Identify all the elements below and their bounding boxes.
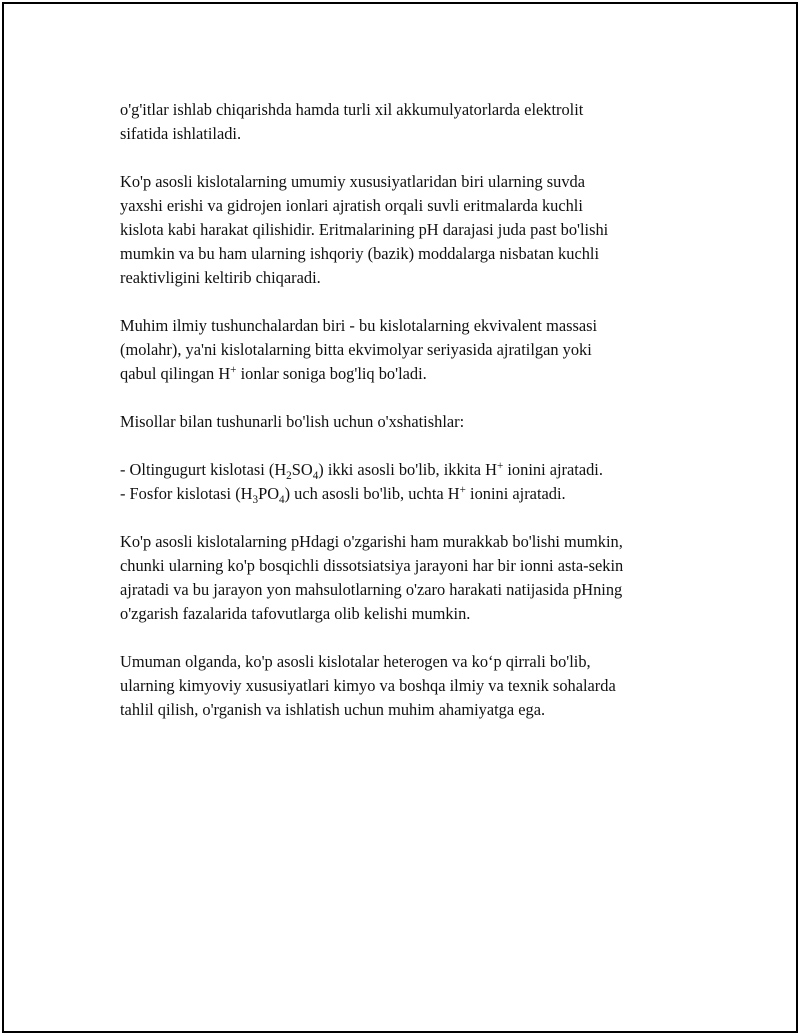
- subscript: 4: [312, 469, 319, 482]
- superscript: +: [459, 483, 466, 496]
- page-frame: [2, 2, 798, 1033]
- text-line: (molahr), ya'ni kislotalarning bitta ekvimolyar seriyasida ajratilgan yoki: [120, 340, 592, 359]
- paragraph-analogy-intro: [120, 410, 700, 434]
- subscript: 3: [252, 493, 259, 506]
- text-line: [120, 362, 700, 386]
- text-line: o'g'itlar ishlab chiqarishda hamda turli xil akkumulyatorlarda elektrolit: [120, 100, 584, 119]
- text-line: chunki ularning ko'p bosqichli dissotsiatsiya jarayoni har bir ionni asta-sekin: [120, 556, 624, 575]
- text-line: Misollar bilan tushunarli bo'lish uchun o'xshatishlar:: [120, 412, 465, 431]
- text-line: Umuman olganda, ko'p asosli kislotalar heterogen va ko‘p qirrali bo'lib,: [120, 652, 591, 671]
- text-fragment: ionlar soniga bog'liq bo'ladi.: [236, 364, 427, 383]
- text-fragment: SO: [291, 460, 313, 479]
- text-line: tahlil qilish, o'rganish va ishlatish uchun muhim ahamiyatga ega.: [120, 700, 546, 719]
- text-fragment: qabul qilingan H: [120, 364, 231, 383]
- text-line: ajratadi va bu jarayon yon mahsulotlarning o'zaro harakati natijasida pHning: [120, 580, 623, 599]
- subscript: 4: [279, 493, 285, 506]
- document-body: [120, 98, 700, 746]
- text-line: mumkin va bu ham ularning ishqoriy (bazik) moddalarga nisbatan kuchli: [120, 244, 600, 263]
- superscript: +: [230, 363, 237, 376]
- paragraph-ph-change: [120, 530, 700, 626]
- paragraph-fertilizer-electrolyte: [120, 98, 700, 146]
- text-line: Ko'p asosli kislotalarning pHdagi o'zgarishi ham murakkab bo'lishi mumkin,: [120, 532, 623, 551]
- text-fragment: ionini ajratadi.: [465, 484, 566, 503]
- text-line: ularning kimyoviy xususiyatlari kimyo va boshqa ilmiy va texnik sohalarda: [120, 676, 616, 695]
- text-line: kislota kabi harakat qilishidir. Eritmalarining pH darajasi juda past bo'lishi: [120, 220, 609, 239]
- text-fragment: PO: [258, 484, 280, 503]
- text-line: Muhim ilmiy tushunchalardan biri - bu kislotalarning ekvivalent massasi: [120, 316, 598, 335]
- text-fragment: ) uch asosli bo'lib, uchta H: [284, 484, 460, 503]
- text-fragment: ionini ajratadi.: [503, 460, 603, 479]
- text-fragment: - Oltingugurt kislotasi (H: [120, 460, 287, 479]
- example-sulfuric-acid: [120, 458, 700, 482]
- text-fragment: - Fosfor kislotasi (H: [120, 484, 253, 503]
- text-fragment: ) ikki asosli bo'lib, ikkita H: [318, 460, 497, 479]
- superscript: +: [496, 459, 504, 472]
- text-line: o'zgarish fazalarida tafovutlarga olib kelishi mumkin.: [120, 604, 471, 623]
- text-line: sifatida ishlatiladi.: [120, 124, 242, 143]
- subscript: 2: [286, 469, 292, 482]
- paragraph-general-properties: [120, 170, 700, 290]
- paragraph-conclusion: [120, 650, 700, 722]
- text-line: reaktivligini keltirib chiqaradi.: [120, 268, 321, 287]
- example-phosphoric-acid: [120, 482, 700, 506]
- text-line: yaxshi erishi va gidrojen ionlari ajratish orqali suvli eritmalarda kuchli: [120, 196, 583, 215]
- paragraph-equivalent-mass: [120, 314, 700, 386]
- text-line: Ko'p asosli kislotalarning umumiy xususiyatlaridan biri ularning suvda: [120, 172, 586, 191]
- paragraph-examples: [120, 458, 700, 506]
